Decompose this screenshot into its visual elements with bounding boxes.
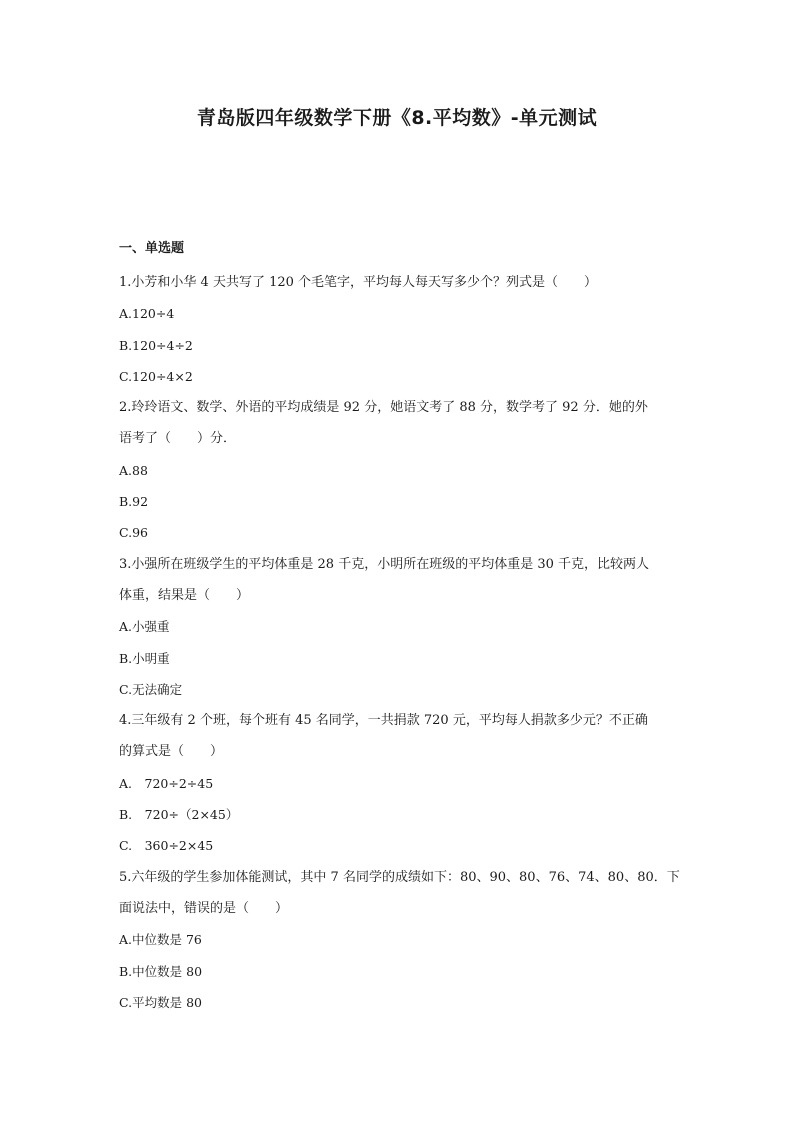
question-text-continued: 面说法中，错误的是（ ）: [119, 900, 289, 916]
option-c: C.平均数是 80: [119, 994, 202, 1010]
option-a: A.中位数是 76: [119, 932, 202, 948]
option-a: A.88: [119, 462, 148, 478]
question-text: 2.玲玲语文、数学、外语的平均成绩是 92 分，她语文考了 88 分，数学考了 92 分．她的外: [119, 400, 648, 416]
option-c: C. 360÷2×45: [119, 838, 214, 854]
question-text-continued: 体重，结果是（ ）: [119, 587, 250, 603]
option-a: A.120÷4: [119, 306, 175, 322]
option-b: B.92: [119, 494, 149, 510]
option-c: C.无法确定: [119, 681, 183, 697]
option-c: C.120÷4×2: [119, 368, 193, 384]
option-a: A.小强重: [119, 619, 170, 635]
question-text-continued: 语考了（ ）分．: [119, 431, 237, 447]
option-b: B.120÷4÷2: [119, 337, 193, 353]
document-content: [119, 236, 699, 1018]
question-text: 3.小强所在班级学生的平均体重是 28 千克，小明所在班级的平均体重是 30 千克，比较两人: [119, 556, 650, 572]
question-4: [119, 705, 699, 861]
option-c: C.96: [119, 525, 148, 541]
option-a: A. 720÷2÷45: [119, 775, 214, 791]
question-text: 1.小芳和小华 4 天共写了 120 个毛笔字，平均每人每天写多少个？列式是（ ）: [119, 275, 598, 290]
option-b: B. 720÷（2×45）: [119, 807, 239, 823]
question-text: 5.六年级的学生参加体能测试，其中 7 名同学的成绩如下：80、90、80、76、74、80、80．下: [119, 869, 680, 885]
question-text-continued: 的算式是（ ）: [119, 744, 224, 760]
question-1: [119, 267, 699, 392]
question-text: 4.三年级有 2 个班，每个班有 45 名同学，一共捐款 720 元，平均每人捐款多少元？不正确: [119, 713, 648, 729]
option-b: B.小明重: [119, 650, 170, 666]
section-heading: 一、单选题: [119, 241, 185, 256]
document-title: 青岛版四年级数学下册《8.平均数》-单元测试: [196, 107, 598, 129]
option-b: B.中位数是 80: [119, 963, 203, 979]
question-2: [119, 392, 699, 548]
question-3: [119, 549, 699, 705]
question-5: [119, 862, 699, 1018]
